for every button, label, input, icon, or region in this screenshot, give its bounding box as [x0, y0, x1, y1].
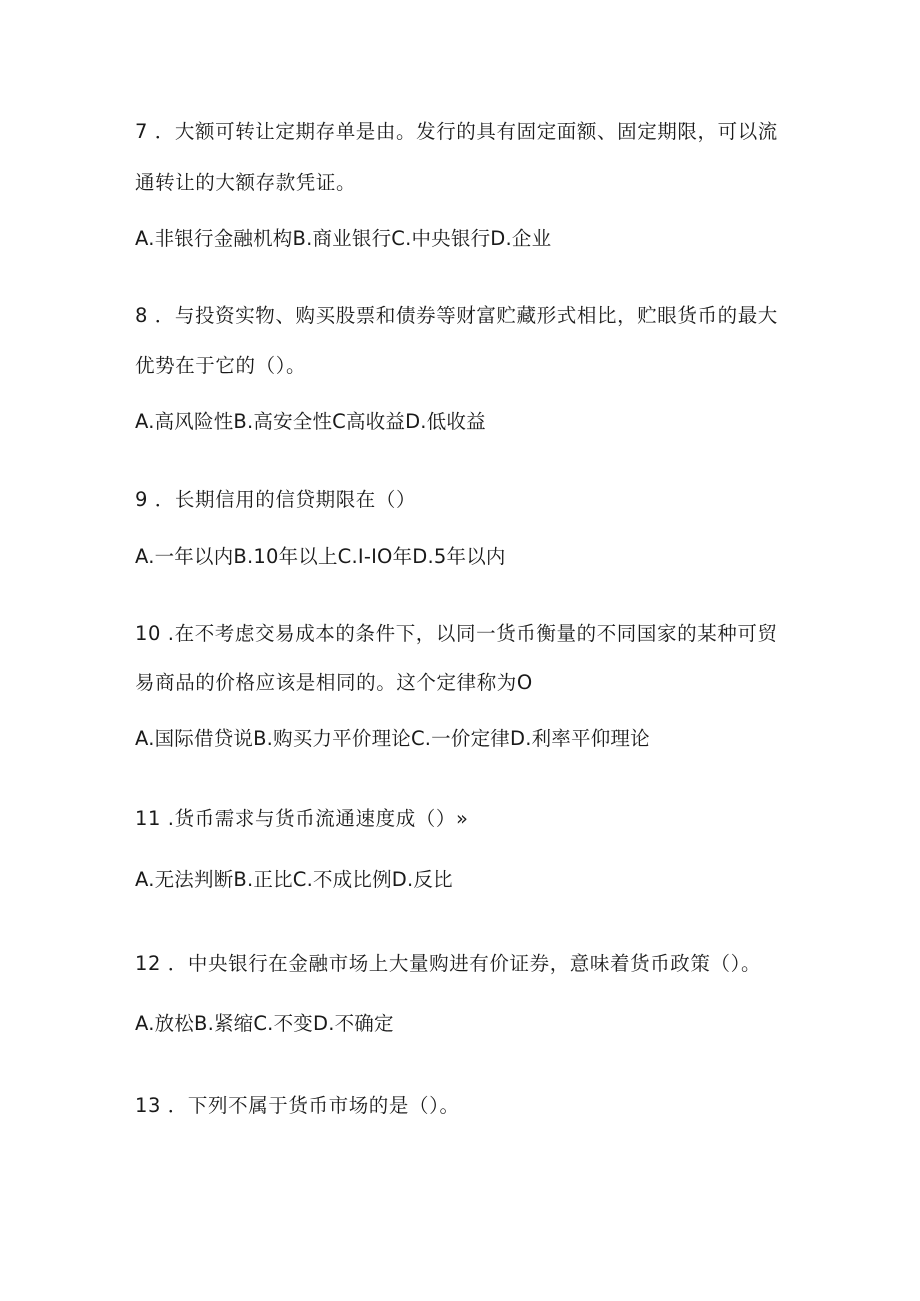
- question-11-options: A.无法判断B.正比C.不成比例D.反比: [135, 868, 453, 891]
- question-12-options: A.放松B.紧缩C.不变D.不确定: [135, 1012, 394, 1035]
- question-9-options: A.一年以内B.10年以上C.I-IO年D.5年以内: [135, 545, 506, 568]
- question-12-line-1: 12 ．中央银行在金融市场上大量购进有价证券，意味着货币政策（）。: [135, 952, 762, 975]
- question-7-line-2: 通转让的大额存款凭证。: [135, 171, 357, 194]
- question-8-line-1: 8 ．与投资实物、购买股票和债券等财富贮藏形式相比，贮眼货币的最大: [135, 304, 778, 327]
- question-8-options: A.高风险性B.高安全性C高收益D.低收益: [135, 410, 486, 433]
- question-8-line-2: 优势在于它的（）。: [135, 354, 307, 377]
- question-10-line-2: 易商品的价格应该是相同的。这个定律称为O: [135, 671, 533, 694]
- question-7-options: A.非银行金融机构B.商业银行C.中央银行D.企业: [135, 227, 552, 250]
- question-13-line-1: 13 ．下列不属于货币市场的是（）。: [135, 1094, 460, 1117]
- question-7-line-1: 7 ．大额可转让定期存单是由。发行的具有固定面额、固定期限，可以流: [135, 120, 778, 143]
- question-9-line-1: 9 ．长期信用的信贷期限在（）: [135, 488, 417, 511]
- question-10-line-1: 10 .在不考虑交易成本的条件下，以同一货币衡量的不同国家的某种可贸: [135, 622, 778, 645]
- question-11-line-1: 11 .货币需求与货币流通速度成（）»: [135, 807, 469, 830]
- question-10-options: A.国际借贷说B.购买力平价理论C.一价定律D.利率平仰理论: [135, 727, 650, 750]
